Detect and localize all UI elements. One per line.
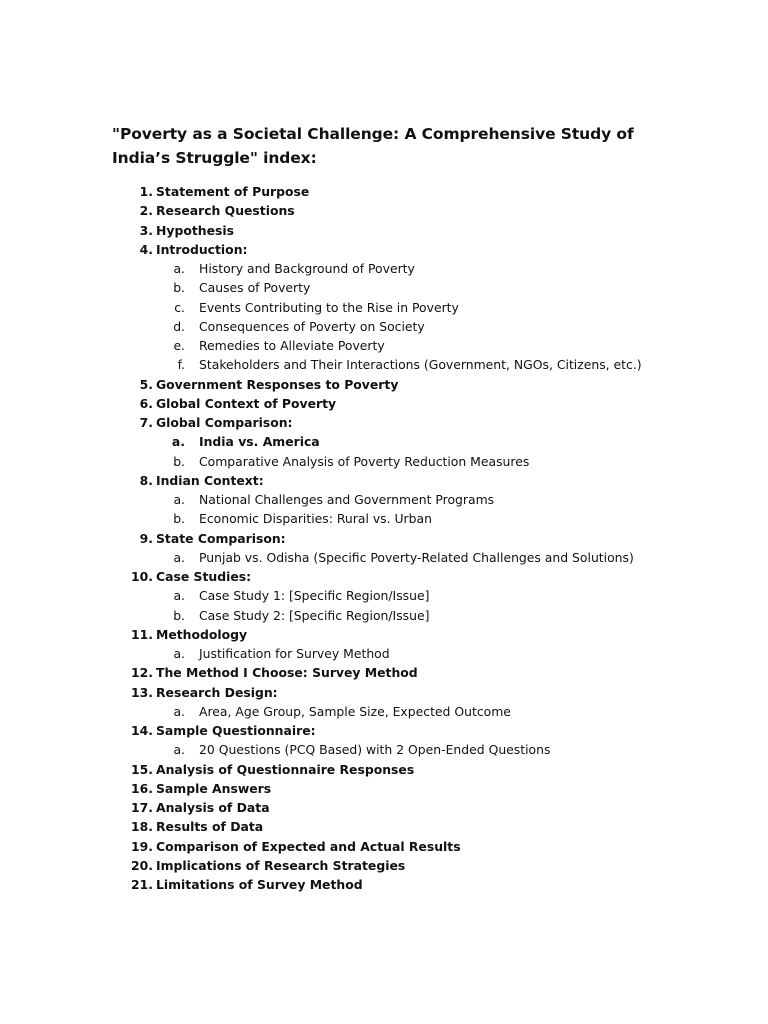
item-number: 11. bbox=[131, 626, 153, 642]
outline-subitem bbox=[0, 432, 768, 451]
outline-item bbox=[0, 875, 768, 894]
item-text: Research Design: bbox=[156, 684, 278, 700]
outline-item bbox=[0, 529, 768, 548]
outline-item bbox=[0, 182, 768, 201]
outline-subitem bbox=[0, 452, 768, 471]
item-text: National Challenges and Government Programs bbox=[199, 492, 495, 507]
outline-item bbox=[0, 221, 768, 240]
outline-subitem bbox=[0, 606, 768, 625]
item-text: State Comparison: bbox=[156, 530, 286, 546]
outline-subitem bbox=[0, 336, 768, 355]
item-number: d. bbox=[173, 318, 185, 334]
item-number: 21. bbox=[131, 877, 153, 892]
item-number: 8. bbox=[139, 472, 153, 488]
item-number: 10. bbox=[131, 569, 153, 584]
index-outline bbox=[0, 182, 768, 894]
item-text: Limitations of Survey Method bbox=[156, 877, 363, 892]
outline-subitem bbox=[0, 278, 768, 297]
item-text: History and Background of Poverty bbox=[199, 261, 415, 276]
item-number: 4. bbox=[139, 241, 153, 257]
item-number: 1. bbox=[139, 184, 153, 199]
outline-item bbox=[0, 779, 768, 798]
item-number: 6. bbox=[139, 395, 153, 411]
outline-item bbox=[0, 798, 768, 817]
item-text: Hypothesis bbox=[156, 222, 234, 238]
outline-item bbox=[0, 837, 768, 856]
item-text: Area, Age Group, Sample Size, Expected Outcome bbox=[199, 703, 511, 719]
item-text: Analysis of Questionnaire Responses bbox=[156, 761, 415, 777]
item-text: Comparative Analysis of Poverty Reduction Measures bbox=[199, 453, 530, 469]
item-text: Government Responses to Poverty bbox=[156, 376, 399, 392]
outline-subitem bbox=[0, 298, 768, 317]
item-text: Case Study 2: [Specific Region/Issue] bbox=[199, 607, 430, 623]
item-number: b. bbox=[173, 607, 185, 623]
item-text: Analysis of Data bbox=[156, 800, 270, 815]
item-number: a. bbox=[173, 646, 185, 661]
outline-subitem bbox=[0, 586, 768, 605]
item-text: Implications of Research Strategies bbox=[156, 857, 406, 873]
outline-item bbox=[0, 471, 768, 490]
item-number: 3. bbox=[139, 222, 153, 238]
outline-item bbox=[0, 201, 768, 220]
outline-subitem bbox=[0, 548, 768, 567]
item-text: Consequences of Poverty on Society bbox=[199, 318, 425, 334]
item-text: Economic Disparities: Rural vs. Urban bbox=[199, 511, 432, 527]
item-number: b. bbox=[173, 280, 185, 296]
item-text: Case Studies: bbox=[156, 569, 252, 584]
item-text: Events Contributing to the Rise in Poverty bbox=[199, 299, 459, 315]
outline-item bbox=[0, 394, 768, 413]
item-number: a. bbox=[171, 434, 185, 450]
item-text: Causes of Poverty bbox=[199, 280, 311, 296]
item-number: 7. bbox=[139, 415, 153, 430]
item-text: Comparison of Expected and Actual Results bbox=[156, 838, 461, 854]
item-number: 18. bbox=[131, 819, 153, 835]
item-text: Statement of Purpose bbox=[156, 184, 310, 199]
item-text: Case Study 1: [Specific Region/Issue] bbox=[199, 588, 430, 604]
item-text: Research Questions bbox=[156, 203, 295, 219]
item-number: 20. bbox=[131, 857, 153, 873]
item-number: 15. bbox=[131, 761, 153, 777]
item-number: c. bbox=[174, 299, 185, 315]
outline-item bbox=[0, 760, 768, 779]
item-text: Justification for Survey Method bbox=[199, 646, 390, 661]
item-text: Methodology bbox=[156, 626, 248, 642]
outline-subitem bbox=[0, 509, 768, 528]
item-number: 12. bbox=[131, 665, 153, 681]
item-number: a. bbox=[173, 742, 185, 758]
item-text: Sample Questionnaire: bbox=[156, 723, 316, 738]
item-number: b. bbox=[173, 453, 185, 469]
item-text: 20 Questions (PCQ Based) with 2 Open-Ended Questions bbox=[199, 742, 551, 758]
outline-item bbox=[0, 240, 768, 259]
item-number: 19. bbox=[131, 838, 153, 854]
outline-subitem bbox=[0, 702, 768, 721]
item-number: b. bbox=[173, 511, 185, 527]
item-text: Indian Context: bbox=[156, 472, 264, 488]
outline-item bbox=[0, 567, 768, 586]
outline-subitem bbox=[0, 644, 768, 663]
item-text: Sample Answers bbox=[156, 780, 272, 796]
item-number: 17. bbox=[131, 800, 153, 815]
item-number: 16. bbox=[131, 780, 153, 796]
outline-subitem bbox=[0, 317, 768, 336]
outline-item bbox=[0, 625, 768, 644]
outline-subitem bbox=[0, 355, 768, 374]
item-text: Results of Data bbox=[156, 819, 264, 835]
item-text: Remedies to Alleviate Poverty bbox=[199, 338, 385, 353]
item-number: 14. bbox=[131, 723, 153, 738]
item-text: The Method I Choose: Survey Method bbox=[156, 665, 418, 681]
item-number: e. bbox=[173, 338, 185, 353]
item-number: a. bbox=[173, 549, 185, 565]
item-number: a. bbox=[173, 492, 185, 507]
outline-subitem bbox=[0, 259, 768, 278]
item-text: India vs. America bbox=[199, 434, 320, 450]
outline-item bbox=[0, 375, 768, 394]
document-title: "Poverty as a Societal Challenge: A Comprehensive Study of India’s Struggle" index: bbox=[112, 125, 634, 167]
item-text: Introduction: bbox=[156, 241, 248, 257]
outline-item bbox=[0, 683, 768, 702]
outline-item bbox=[0, 856, 768, 875]
item-number: f. bbox=[177, 357, 185, 373]
item-text: Punjab vs. Odisha (Specific Poverty-Related Challenges and Solutions) bbox=[199, 549, 634, 565]
item-number: a. bbox=[173, 588, 185, 604]
outline-subitem bbox=[0, 490, 768, 509]
item-number: 9. bbox=[139, 530, 153, 546]
item-number: 13. bbox=[131, 684, 153, 700]
item-text: Global Context of Poverty bbox=[156, 395, 337, 411]
outline-item bbox=[0, 663, 768, 682]
outline-subitem bbox=[0, 740, 768, 759]
outline-item bbox=[0, 413, 768, 432]
item-number: a. bbox=[173, 261, 185, 276]
outline-item bbox=[0, 721, 768, 740]
item-number: 5. bbox=[139, 376, 153, 392]
item-number: a. bbox=[173, 703, 185, 719]
item-number: 2. bbox=[139, 203, 153, 219]
outline-item bbox=[0, 817, 768, 836]
item-text: Stakeholders and Their Interactions (Government, NGOs, Citizens, etc.) bbox=[199, 357, 642, 373]
item-text: Global Comparison: bbox=[156, 415, 293, 430]
